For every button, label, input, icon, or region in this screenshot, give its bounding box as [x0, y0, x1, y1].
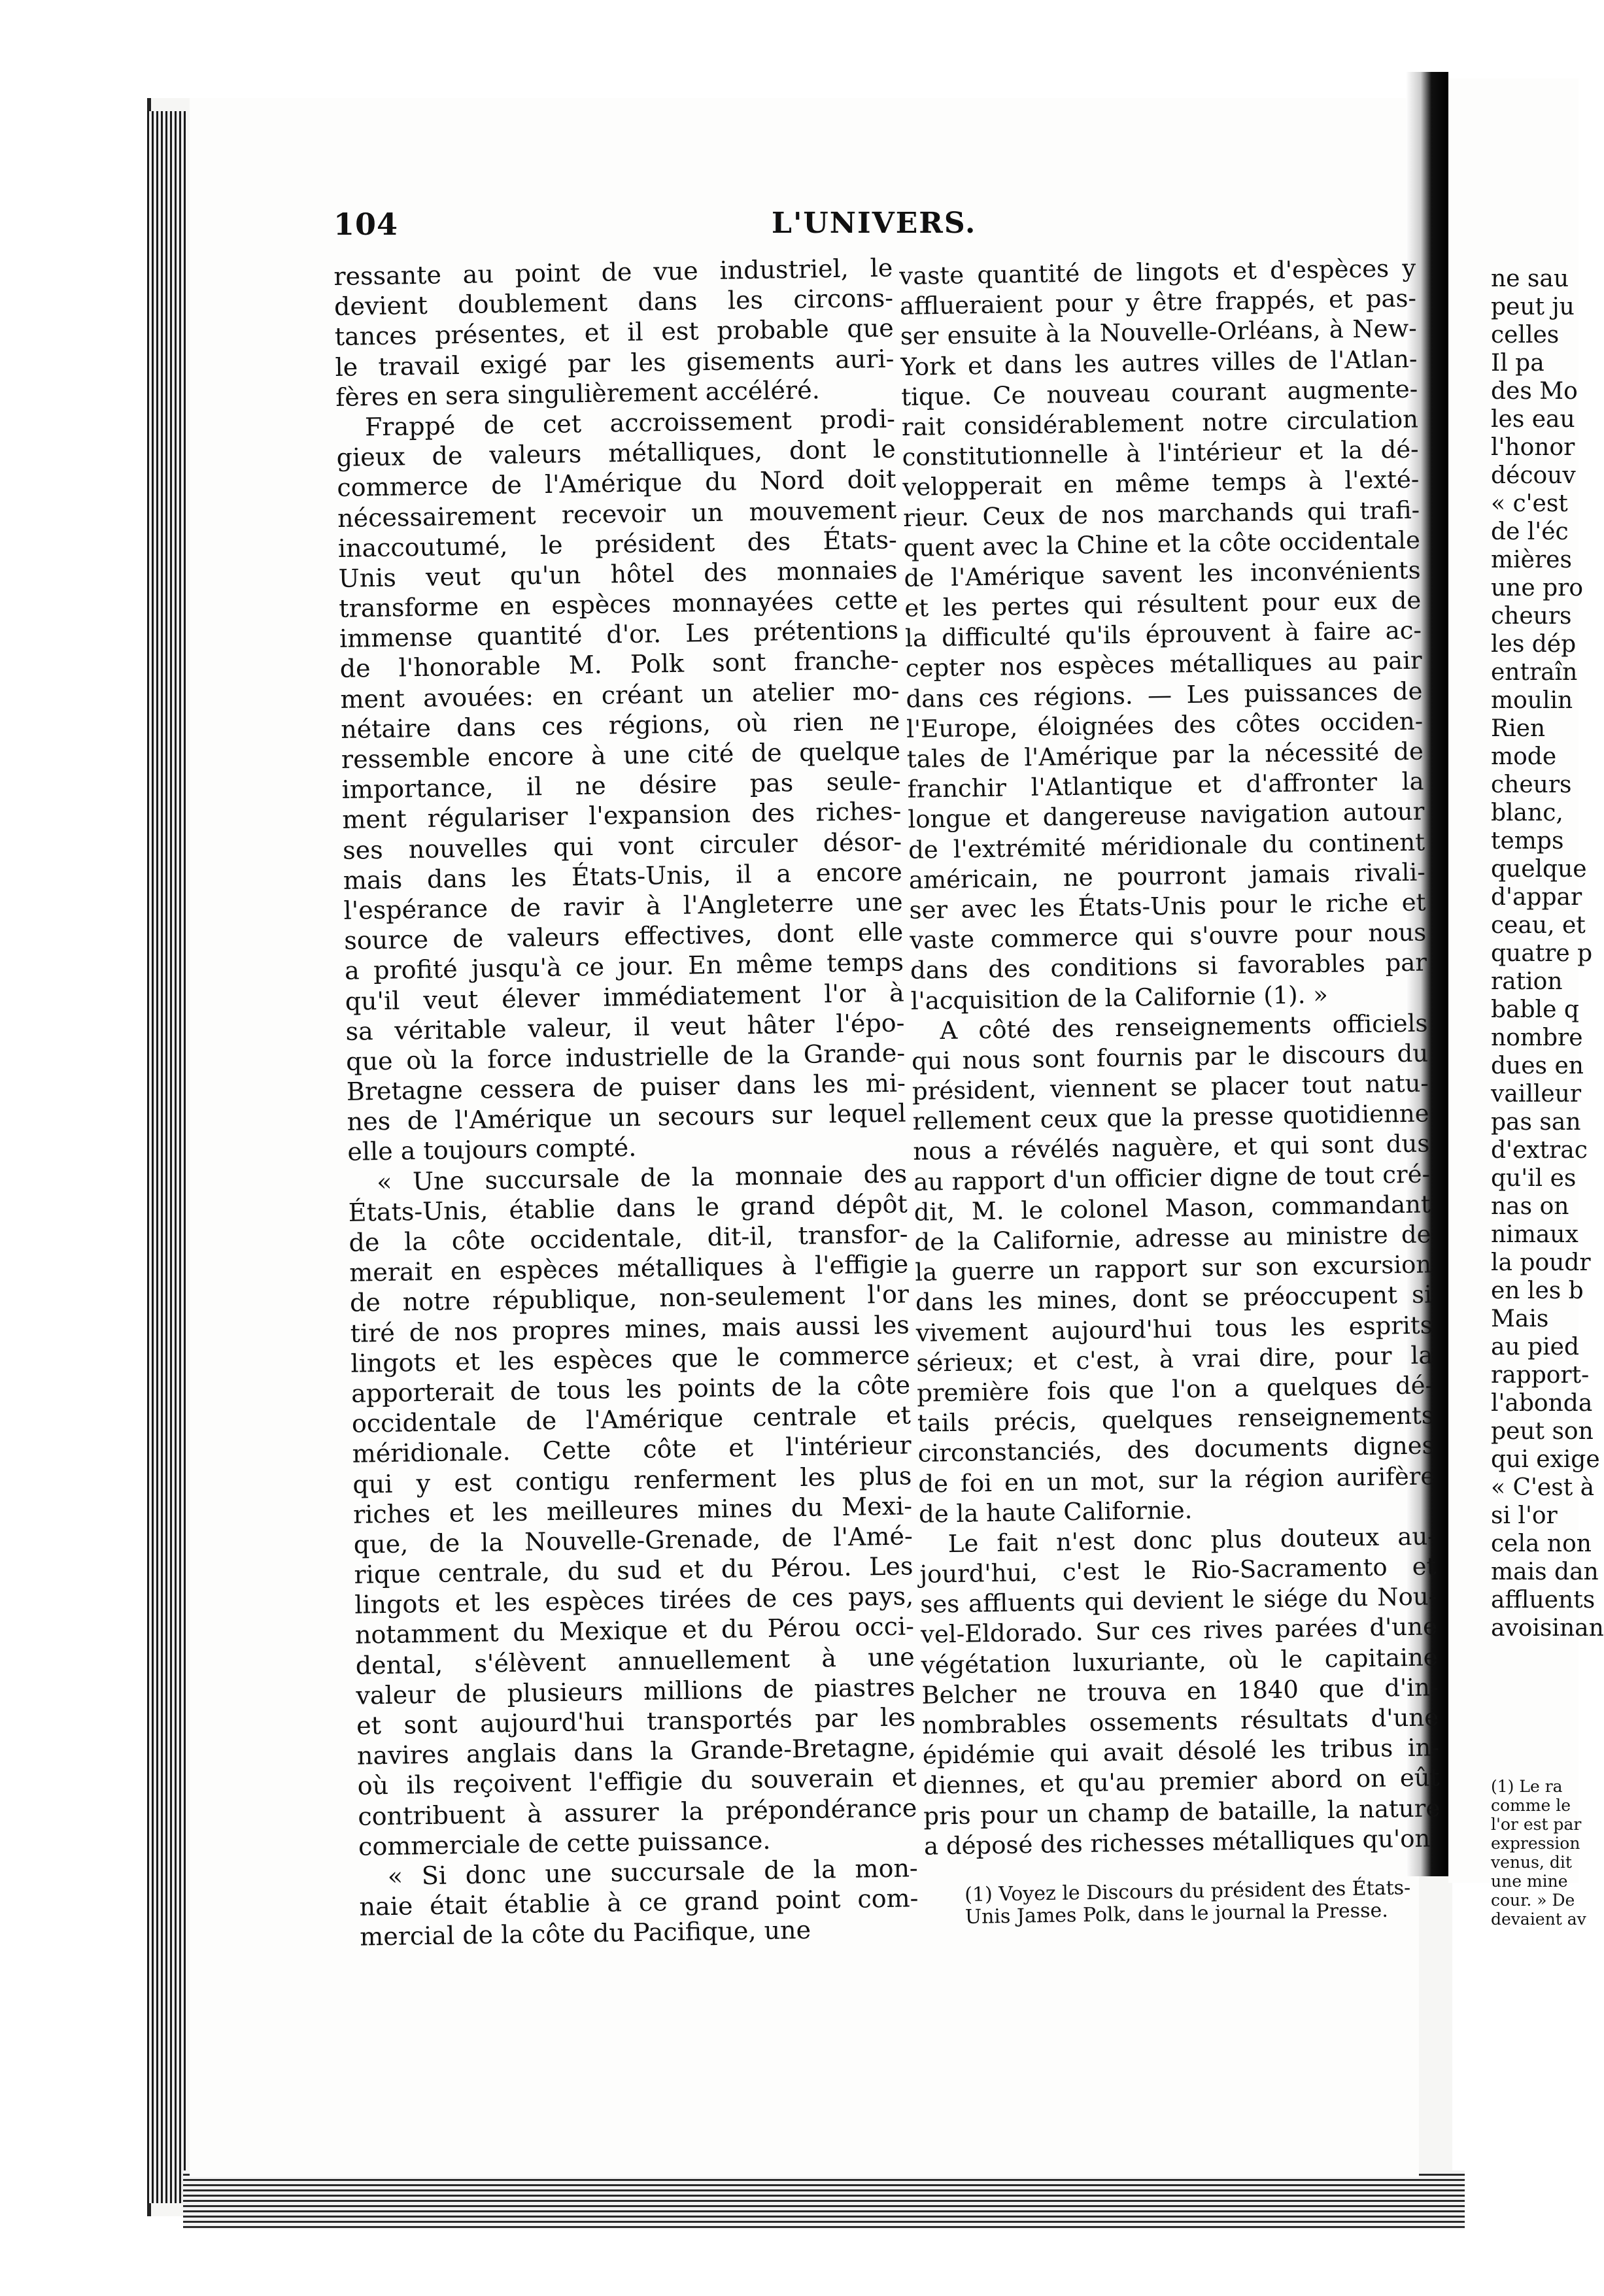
text-line: la difficulté qu'ils éprouvent à faire ac-	[904, 616, 1422, 653]
text-line: tails précis, quelques renseignements	[917, 1401, 1435, 1438]
facing-page-line: en les b	[1491, 1277, 1584, 1304]
facing-page-line: peut son	[1491, 1418, 1594, 1445]
text-line: quent avec la Chine et la côte occidentale	[903, 526, 1421, 562]
facing-page-note-line: devaient av	[1491, 1910, 1586, 1929]
text-line: a profité jusqu'à ce jour. En même temps	[344, 947, 904, 986]
text-line: dit, M. le colonel Mason, commandant	[913, 1190, 1431, 1226]
text-line: ment régulariser l'expansion des riches-	[342, 796, 902, 835]
text-line: pris pour un champ de bataille, la nature	[923, 1793, 1441, 1831]
facing-page-line: les eau	[1491, 406, 1575, 433]
facing-page-line: des Mo	[1491, 378, 1578, 405]
text-line: commerce de l'Amérique du Nord doit	[337, 464, 896, 503]
text-line: l'Europe, éloignées des côtes occiden-	[906, 707, 1424, 743]
facing-page-line: moulin	[1491, 687, 1573, 714]
text-line: riches et les meilleures mines du Mexi-	[352, 1491, 913, 1529]
text-line: de foi en un mot, sur la région aurifère	[918, 1461, 1435, 1498]
text-line: ser ensuite à la Nouvelle-Orléans, à New-	[900, 314, 1418, 351]
facing-page-line: découv	[1491, 462, 1576, 489]
facing-page-line: de l'éc	[1491, 518, 1569, 545]
text-line: de la haute Californie.	[918, 1495, 1193, 1528]
facing-page-line: vailleur	[1491, 1081, 1582, 1107]
text-line: Unis veut qu'un hôtel des monnaies	[338, 555, 898, 593]
text-line: apporterait de tous les points de la côte	[350, 1370, 911, 1408]
footnote-line: (1) Voyez le Discours du président des États-	[964, 1876, 1411, 1906]
text-line: afflueraient pour y être frappés, et pas-	[899, 284, 1417, 321]
text-line: ses nouvelles qui vont circuler désor-	[342, 827, 902, 865]
facing-page-line: mais dan	[1491, 1559, 1599, 1585]
text-line: végétation luxuriante, où le capitaine	[921, 1642, 1438, 1680]
text-line: lingots et les espèces que le commerce	[350, 1340, 910, 1378]
facing-page-note-line: expression	[1491, 1834, 1580, 1853]
text-line: « Si donc une succursale de la mon-	[387, 1853, 919, 1891]
text-line: « Une succursale de la monnaie des	[376, 1159, 908, 1196]
facing-page-line: celles	[1491, 322, 1560, 348]
facing-page-line: cheurs	[1491, 771, 1572, 798]
stacked-page-edges	[147, 111, 186, 2203]
facing-page-line: nombre	[1491, 1024, 1583, 1051]
facing-page-line: blanc,	[1491, 800, 1563, 826]
facing-page-line: « c'est	[1491, 490, 1568, 517]
text-line: tales de l'Amérique par la nécessité de	[906, 737, 1424, 773]
facing-page-line: avoisinan	[1491, 1615, 1604, 1642]
facing-page-line: mières	[1491, 547, 1572, 573]
running-title: L'UNIVERS.	[772, 207, 977, 240]
text-line: l'espérance de ravir à l'Angleterre une	[343, 887, 903, 925]
text-line: de l'Amérique savent les inconvénients	[904, 556, 1421, 592]
text-line: nous a révélés naguère, et qui sont dus	[913, 1129, 1430, 1166]
text-line: vaste quantité de lingots et d'espèces y	[899, 254, 1416, 290]
facing-page-line: ne sau	[1491, 265, 1569, 292]
text-line: ser avec les États-Unis pour le riche et	[909, 888, 1426, 924]
text-line: États-Unis, établie dans le grand dépôt	[348, 1189, 908, 1227]
page-header	[327, 201, 1242, 242]
text-line: rique centrale, du sud et du Pérou. Les	[354, 1551, 913, 1589]
text-line: qui y est contigu renferment les plus	[352, 1460, 912, 1499]
text-line: vivement aujourd'hui tous les esprits	[915, 1310, 1433, 1347]
text-line: A côté des renseignements officiels	[940, 1009, 1428, 1045]
text-line: que où la force industrielle de la Grande-	[345, 1038, 906, 1076]
facing-page-note-line: comme le	[1491, 1796, 1571, 1815]
text-line: Le fait n'est donc plus douteux au-	[947, 1522, 1437, 1558]
facing-page-line: d'extrac	[1491, 1137, 1588, 1164]
text-line: ressemble encore à une cité de quelque	[341, 736, 901, 774]
facing-page-line: l'abonda	[1491, 1390, 1593, 1417]
text-line: ressante au point de vue industriel, le	[333, 253, 893, 291]
facing-page-line: cheurs	[1491, 603, 1572, 630]
facing-page-line: au pied	[1491, 1334, 1579, 1360]
text-line: elle a toujours compté.	[347, 1133, 637, 1167]
facing-page-line: quelque	[1491, 856, 1587, 883]
facing-page-line: peut ju	[1491, 294, 1575, 320]
text-line: rieur. Ceux de nos marchands qui trafi-	[902, 496, 1420, 532]
text-line: nombrables ossements résultats d'une	[921, 1703, 1439, 1740]
text-line: de notre république, non-seulement l'or	[349, 1279, 910, 1318]
facing-page-line: ration	[1491, 968, 1563, 995]
text-line: qui nous sont fournis par le discours du	[911, 1039, 1429, 1075]
text-column-right	[899, 254, 1441, 1862]
text-line: occidentale de l'Amérique centrale et	[351, 1400, 912, 1438]
text-line: au rapport d'un officier digne de tout cré-	[913, 1160, 1431, 1196]
text-line: tances présentes, et il est probable que	[334, 313, 895, 352]
text-line: Belcher ne trouva en 1840 que d'in-	[921, 1673, 1439, 1710]
stacked-bottom-edges	[183, 2170, 1465, 2229]
footnote-line: Unis James Polk, dans le journal la Presse.	[964, 1899, 1389, 1929]
text-line: où ils reçoivent l'effigie du souverain et	[357, 1763, 917, 1801]
text-line: nétaire dans ces régions, où rien ne	[340, 706, 900, 744]
text-line: que, de la Nouvelle-Grenade, de l'Amé-	[353, 1521, 913, 1559]
text-line: dans ces régions. — Les puissances de	[906, 677, 1423, 713]
facing-page-line: dues en	[1491, 1053, 1584, 1079]
facing-page-line: affluents	[1491, 1587, 1595, 1613]
text-line: nes de l'Amérique un secours sur lequel	[347, 1098, 906, 1137]
text-line: vel-Eldorado. Sur ces rives parées d'une	[920, 1612, 1438, 1649]
text-line: l'acquisition de la Californie (1). »	[910, 980, 1329, 1015]
text-line: transforme en espèces monnayées cette	[338, 585, 898, 623]
text-line: épidémie qui avait désolé les tribus in-	[922, 1733, 1440, 1770]
facing-page-line: Il pa	[1491, 350, 1544, 377]
facing-page-note-line: (1) Le ra	[1491, 1777, 1563, 1796]
text-line: circonstanciés, des documents dignes	[917, 1431, 1435, 1468]
facing-page-line: d'appar	[1491, 884, 1582, 911]
text-line: de la côte occidentale, dit-il, transfor-	[349, 1219, 908, 1257]
facing-page-line: qu'il es	[1491, 1165, 1577, 1192]
footnote	[964, 1877, 1423, 1929]
text-line: dans les mines, dont se préoccupent si	[915, 1280, 1433, 1317]
text-line: valeur de plusieurs millions de piastres	[356, 1672, 915, 1710]
text-line: cepter nos espèces métalliques au pair	[905, 646, 1423, 683]
facing-page-line: ceau, et	[1491, 912, 1586, 939]
facing-page-line: quatre p	[1491, 940, 1593, 967]
text-line: notamment du Mexique et du Pérou occi-	[354, 1612, 915, 1650]
text-line: de l'extrémité méridionale du continent	[908, 828, 1425, 864]
text-line: contribuent à assurer la prépondérance	[358, 1793, 917, 1831]
text-line: naie était établie à ce grand point com-	[359, 1883, 919, 1921]
text-column-left	[333, 253, 919, 1953]
facing-page-line: nas on	[1491, 1193, 1569, 1220]
text-line: velopperait en même temps à l'exté-	[902, 465, 1420, 502]
text-line: américain, ne pourront jamais rivali-	[908, 858, 1426, 894]
facing-page-line: mode	[1491, 743, 1557, 770]
text-line: nécessairement recevoir un mouvement	[337, 495, 897, 533]
text-line: immense quantité d'or. Les prétentions	[339, 615, 899, 654]
facing-page-line: temps	[1491, 828, 1564, 854]
text-line: de l'honorable M. Polk sont franche-	[339, 645, 900, 684]
text-line: ses affluents qui devient le siége du Nou-	[919, 1582, 1437, 1619]
text-line: sa véritable valeur, il veut hâter l'épo-	[345, 1008, 905, 1046]
facing-page-text	[1491, 265, 1604, 1642]
facing-page-line: l'honor	[1491, 434, 1575, 461]
facing-page-note-line: venus, dit	[1491, 1853, 1572, 1872]
facing-page-line: qui exige	[1491, 1446, 1600, 1473]
text-line: tiré de nos propres mines, mais aussi les	[350, 1309, 910, 1348]
facing-page-line: bable q	[1491, 996, 1579, 1023]
text-line: York et dans les autres villes de l'Atlan-	[900, 345, 1418, 381]
facing-page-line: pas san	[1491, 1109, 1581, 1136]
text-line: navires anglais dans la Grande-Bretagne,	[356, 1732, 917, 1770]
text-line: ment avouées: en créant un atelier mo-	[340, 676, 900, 714]
facing-page-line: la poudr	[1491, 1249, 1591, 1276]
text-line: a déposé des richesses métalliques qu'on	[923, 1824, 1431, 1861]
text-line: première fois que l'on a quelques dé-	[916, 1371, 1434, 1408]
text-line: de la Californie, adresse au ministre de	[914, 1220, 1431, 1257]
text-line: constitutionnelle à l'intérieur et la dé-	[902, 435, 1419, 472]
text-line: vaste commerce qui s'ouvre pour nous	[909, 918, 1427, 954]
text-line: longue et dangereuse navigation autour	[908, 797, 1425, 834]
text-line: et sont aujourd'hui transportés par les	[356, 1702, 916, 1740]
text-line: Frappé de cet accroissement prodi-	[364, 404, 896, 442]
text-line: qu'il veut élever immédiatement l'or à	[345, 977, 905, 1016]
facing-page-notes	[1491, 1777, 1586, 1929]
text-line: importance, il ne désire pas seule-	[341, 766, 901, 805]
facing-page-line: Mais	[1491, 1306, 1549, 1332]
text-line: la guerre un rapport sur son excursion	[914, 1250, 1432, 1287]
text-line: diennes, et qu'au premier abord on eût	[923, 1763, 1440, 1800]
text-line: sérieux; et c'est, à vrai dire, pour la	[916, 1341, 1433, 1377]
text-line: dans des conditions si favorables par	[910, 948, 1427, 985]
text-line: source de valeurs effectives, dont elle	[343, 917, 904, 955]
text-line: président, viennent se placer tout natu-	[912, 1069, 1429, 1106]
facing-page-line: une pro	[1491, 575, 1584, 601]
facing-page-line: cela non	[1491, 1530, 1592, 1557]
text-line: franchir l'Atlantique et d'affronter la	[907, 767, 1424, 804]
text-line: mais dans les États-Unis, il a encore	[343, 857, 903, 895]
text-line: inaccoutumé, le président des États-	[337, 525, 898, 563]
text-line: rait considérablement notre circulation	[901, 405, 1419, 441]
facing-page-line: nimaux	[1491, 1221, 1578, 1248]
facing-page-line: si l'or	[1491, 1502, 1558, 1529]
facing-page-line: rapport-	[1491, 1362, 1590, 1389]
facing-page-note-line: une mine	[1491, 1872, 1568, 1891]
text-line: dental, s'élèvent annuellement à une	[355, 1642, 915, 1680]
facing-page-note-line: cour. » De	[1491, 1891, 1575, 1910]
text-line: gieux de valeurs métalliques, dont le	[336, 434, 896, 473]
text-line: rellement ceux que la presse quotidienne	[912, 1099, 1429, 1136]
facing-page-line: Rien	[1491, 715, 1546, 742]
text-line: lingots et les espèces tirées de ces pays,	[354, 1581, 914, 1619]
text-line: commerciale de cette puissance.	[358, 1825, 771, 1861]
text-line: jourd'hui, c'est le Rio-Sacramento et	[919, 1552, 1437, 1589]
facing-page-line: « C'est à	[1491, 1474, 1595, 1501]
facing-page-line: les dép	[1491, 631, 1577, 658]
text-line: Bretagne cessera de puiser dans les mi-	[346, 1068, 906, 1106]
text-line: le travail exigé par les gisements auri-	[335, 344, 895, 382]
text-line: devient doublement dans les circons-	[333, 283, 894, 322]
facing-page-note-line: l'or est par	[1491, 1815, 1582, 1834]
page-number: 104	[333, 207, 399, 242]
text-line: méridionale. Cette côte et l'intérieur	[352, 1430, 912, 1469]
text-line: mercial de la côte du Pacifique, une	[359, 1916, 811, 1951]
facing-page-line: entraîn	[1491, 659, 1578, 686]
text-line: et les pertes qui résultent pour eux de	[904, 586, 1422, 622]
text-line: fères en sera singulièrement accéléré.	[335, 375, 821, 412]
scan-top-margin	[0, 0, 1578, 98]
text-line: tique. Ce nouveau courant augmente-	[900, 375, 1418, 411]
text-line: merait en espèces métalliques à l'effigie	[349, 1249, 909, 1287]
